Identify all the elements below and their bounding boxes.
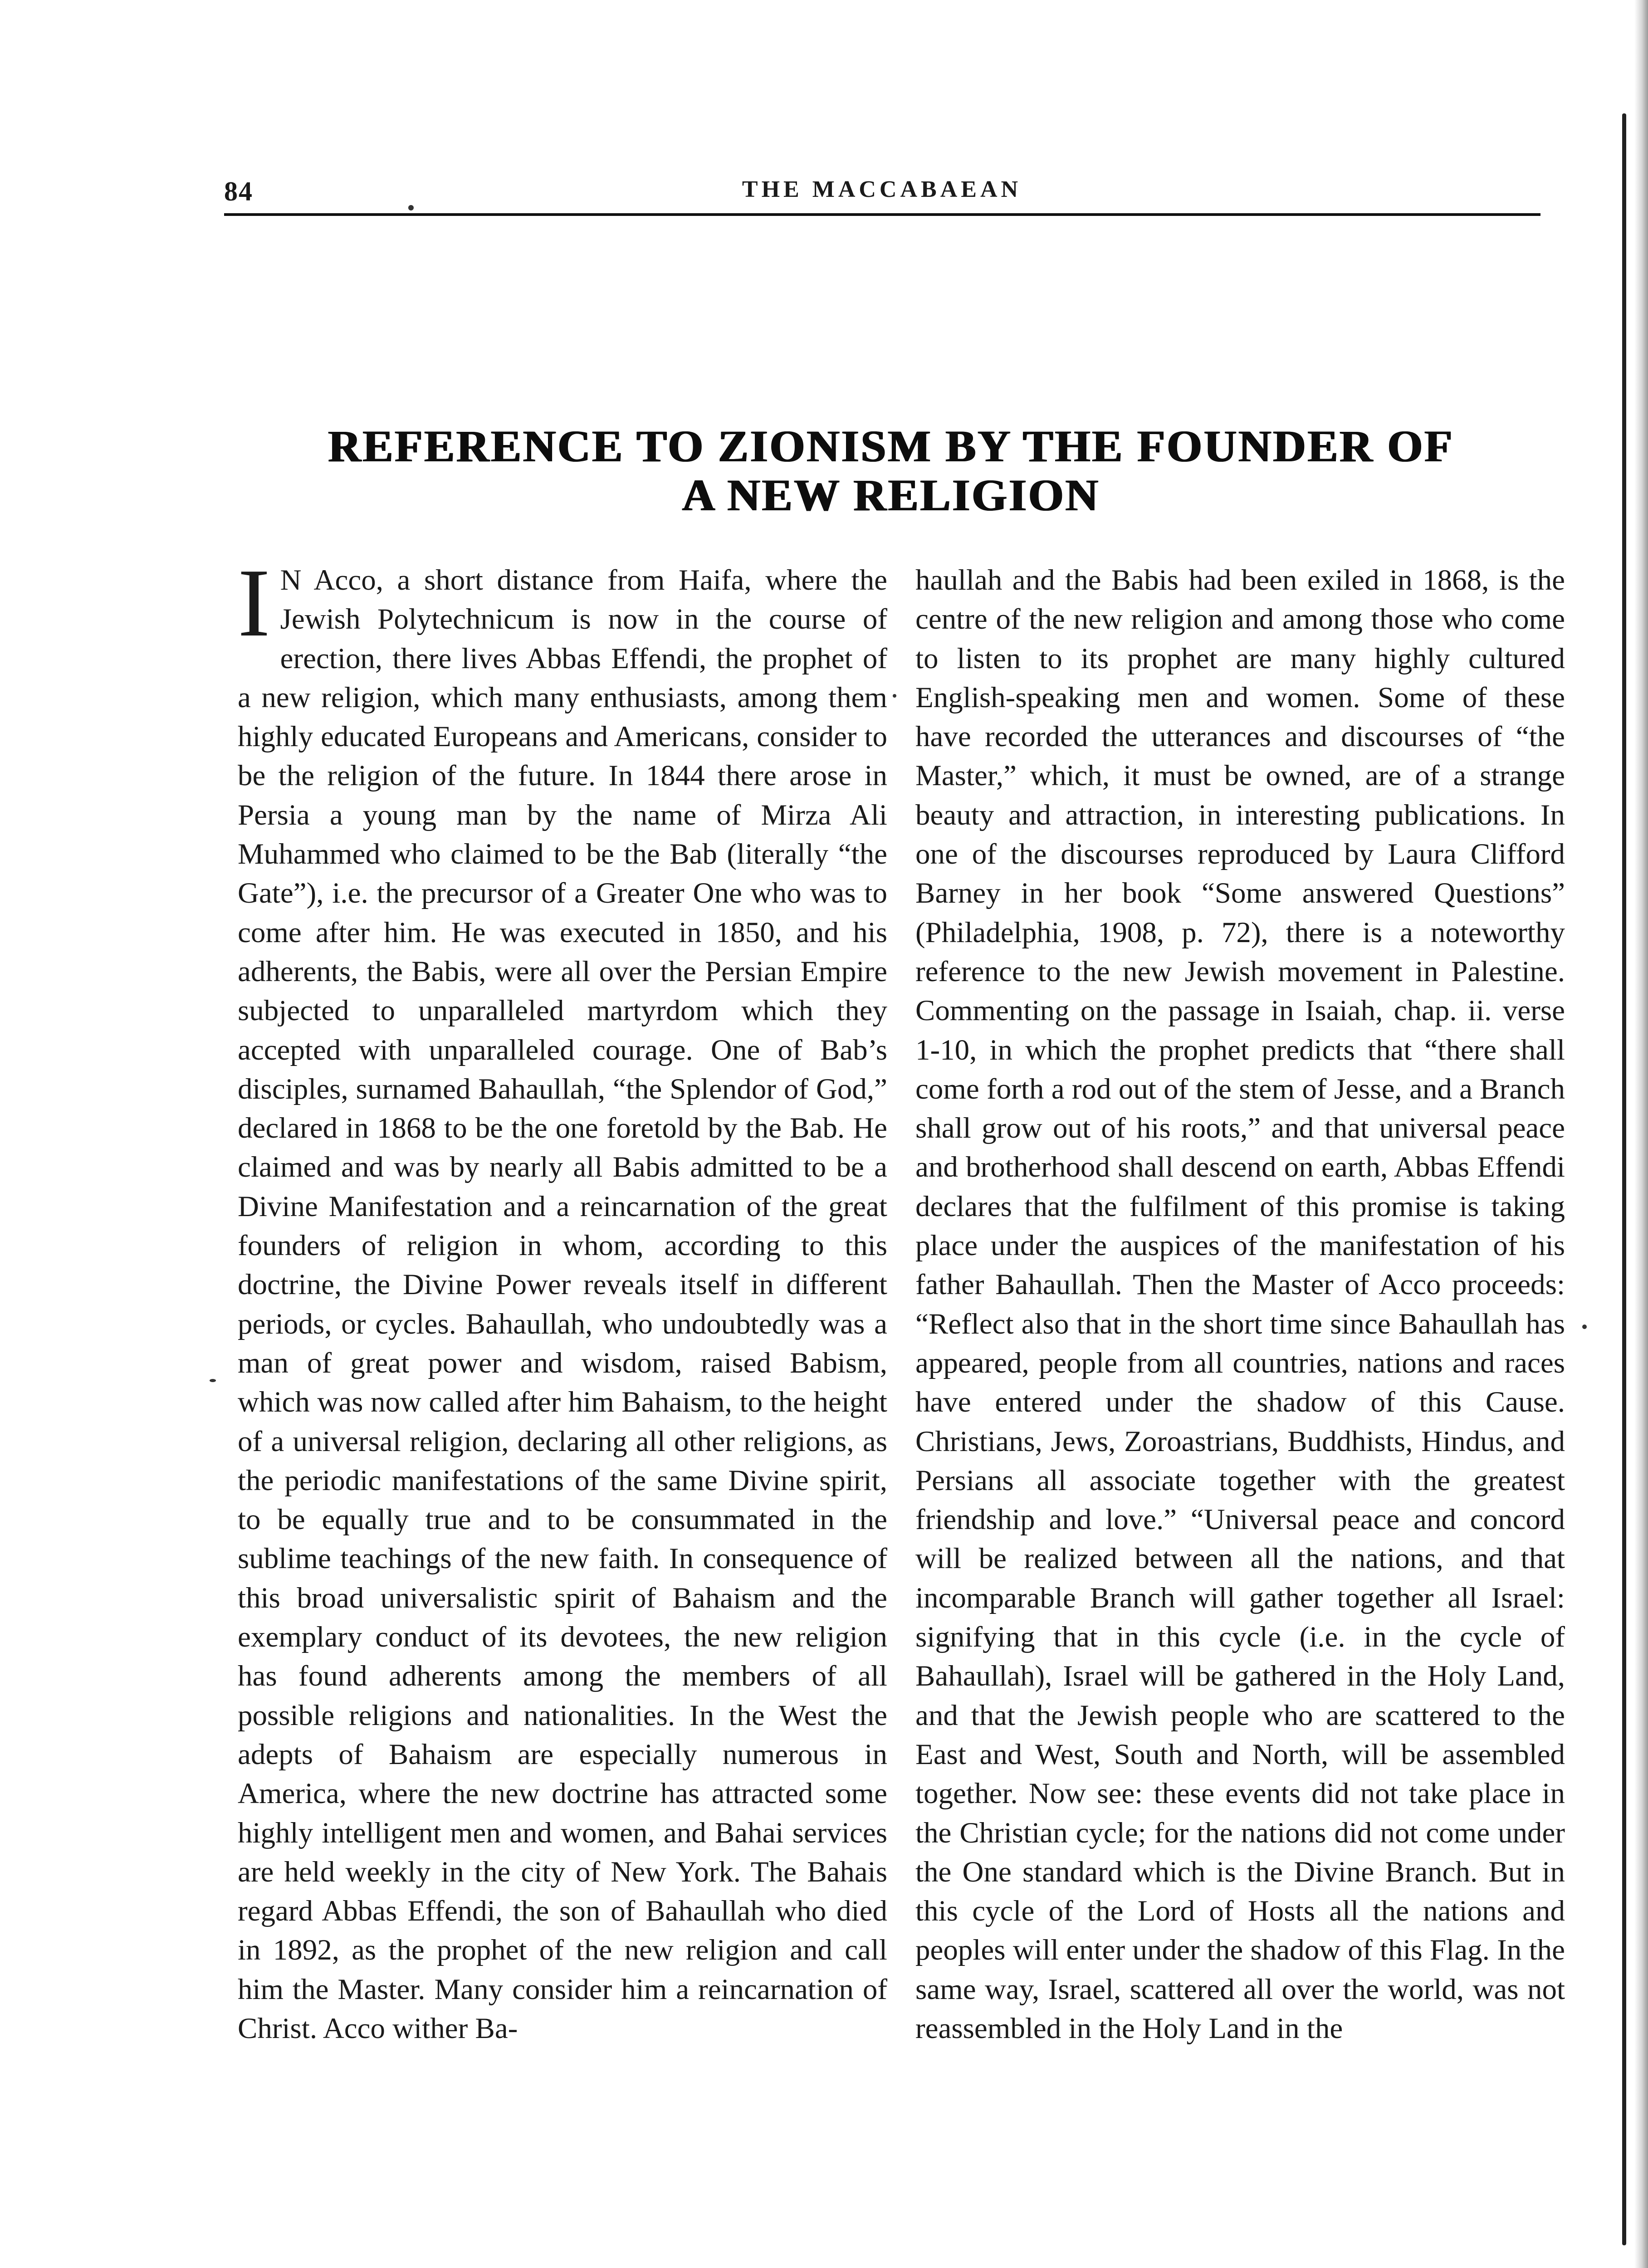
drop-cap: I — [238, 548, 270, 657]
scan-speck — [408, 205, 414, 210]
page-number: 84 — [224, 176, 253, 206]
running-title: THE MACCABAEAN — [742, 176, 1022, 202]
left-column — [238, 548, 887, 2048]
right-column — [915, 561, 1565, 2048]
article-title-line1: REFERENCE TO ZIONISM BY THE FOUNDER OF — [328, 421, 1454, 471]
article-title-line2: A NEW RELIGION — [682, 470, 1100, 520]
header-rule — [224, 213, 1540, 216]
binding-shadow — [1634, 0, 1648, 2268]
scan-speck — [893, 694, 896, 698]
right-column-text: haullah and the Babis had been exiled in 1868, is the centre of the new religion and among those who come to listen to its prophet are many highly cultured English-speaking men and women. Some of these have recorded the utterances and discourses of “the Master,” which, it must be owned, are of a strange beauty and attraction, in interesting publications. In one of the discourses reproduced by Laura Clifford Barney in her book “Some answered Questions” (Philadelphia, 1908, p. 72), there is a noteworthy reference to the new Jewish movement in Palestine. Commenting on the passage in Isaiah, chap. ii. verse 1-10, in which the prophet predicts that “there shall come forth a rod out of the stem of Jesse, and a Branch shall grow out of his roots,” and that universal peace and brotherhood shall descend on earth, Abbas Effendi declares that the fulfilment of this promise is taking place under the auspices of the manifestation of his father Bahaullah. Then the Master of Acco proceeds: “Reflect also that in the short time since Bahaullah has appeared, people from all countries, nations and races have entered under the shadow of this Cause. Christians, Jews, Zoroastrians, Buddhists, Hindus, and Persians all associate together with the greatest friendship and love.” “Universal peace and concord will be realized between all the nations, and that incomparable Branch will gather together all Israel: signifying that in this cycle (i.e. in the cycle of Bahaullah), Israel will be gathered in the Holy Land, and that the Jewish people who are scattered to the East and West, South and North, will be assembled together. Now see: these events did not take place in the Christian cycle; for the nations did not come under the One standard which is the Divine Branch. But in this cycle of the Lord of Hosts all the nations and peoples will enter under the shadow of this Flag. In the same way, Israel, scattered all over the world, was not reassembled in the Holy Land in the — [915, 564, 1565, 2045]
running-head — [224, 176, 1540, 206]
scan-speck — [1582, 1325, 1587, 1329]
scan-speck — [210, 1379, 216, 1382]
page-edge-line — [1622, 113, 1626, 2245]
left-column-body: N Acco, a short distance from Haifa, where the Jewish Polytechnicum is now in the course of erection, there lives Abbas Effendi, the prophet of a new religion, which many enthusiasts, among them highly educated Europeans and Americans, consider to be the religion of the future. In 1844 there arose in Persia a young man by the name of Mirza Ali Muhammed who claimed to be the Bab (literally “the Gate”), i.e. the precursor of a Greater One who was to come after him. He was executed in 1850, and his adherents, the Babis, were all over the Persian Empire subjected to unparalleled martyrdom which they accepted with unparalleled courage. One of Bab’s disciples, surnamed Bahaullah, “the Splendor of God,” declared in 1868 to be the one foretold by the Bab. He claimed and was by nearly all Babis admitted to be a Divine Manifestation and a reincarnation of the great founders of religion in whom, according to this doctrine, the Divine Power reveals itself in different periods, or cycles. Bahaullah, who undoubtedly was a man of great power and wisdom, raised Babism, which was now called after him Bahaism, to the height of a universal religion, declaring all other religions, as the periodic manifestations of the same Divine spirit, to be equally true and to be consummated in the sublime teachings of the new faith. In consequence of this broad universalistic spirit of Bahaism and the exemplary conduct of its devotees, the new religion has found adherents among the members of all possible religions and nationalities. In the West the adepts of Bahaism are especially numerous in America, where the new doctrine has attracted some highly intelligent men and women, and Bahai services are held weekly in the city of New York. The Bahais regard Abbas Effendi, the son of Bahaullah who died in 1892, as the prophet of the new religion and call him the Master. Many consider him a reincarnation of Christ. Acco wither Ba- — [238, 564, 887, 2045]
article-title — [224, 422, 1558, 520]
left-column-text — [238, 548, 887, 2048]
